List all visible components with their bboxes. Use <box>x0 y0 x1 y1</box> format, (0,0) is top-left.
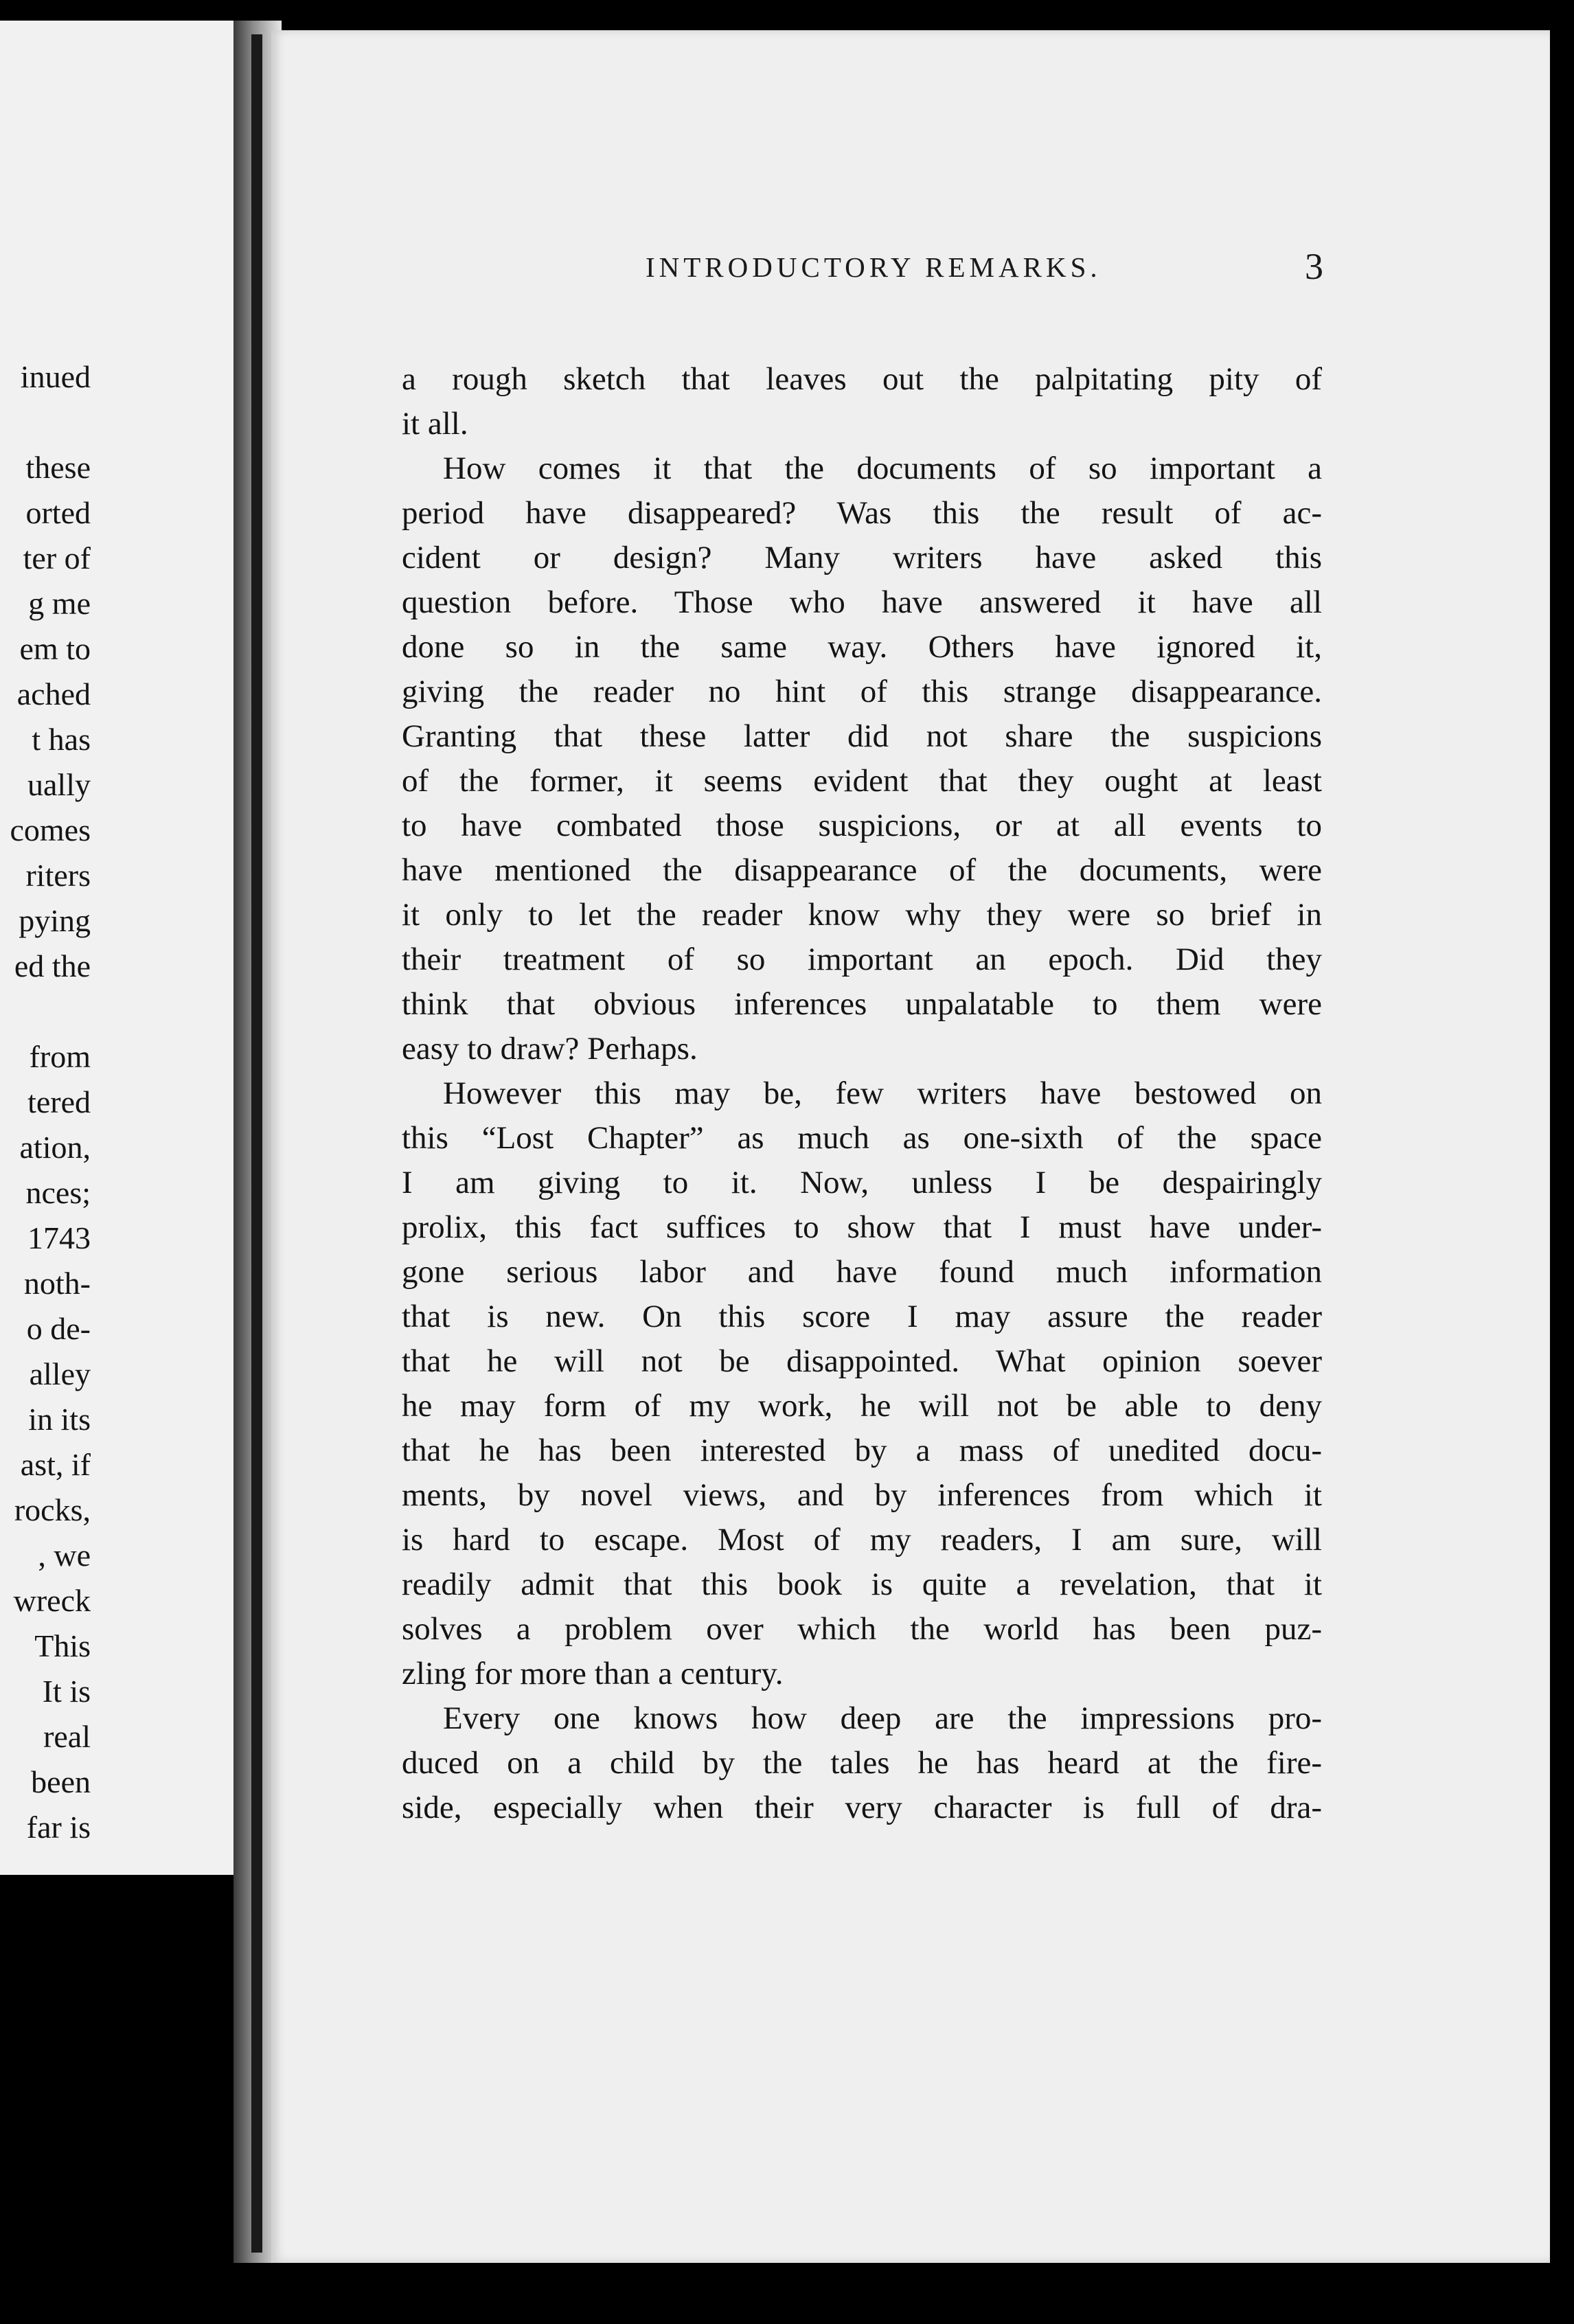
left-fragment-line: in its <box>28 1402 91 1437</box>
text-line: However this may be, few writers have bestowed on <box>443 1075 1322 1111</box>
left-fragment-line: It is <box>42 1674 91 1709</box>
text-line: think that obvious inferences unpalatable to them were <box>402 986 1322 1022</box>
left-fragment-line: t has <box>32 722 91 757</box>
text-line: to have combated those suspicions, or at all events to <box>402 808 1322 843</box>
text-line: have mentioned the disappearance of the documents, were <box>402 852 1322 888</box>
left-fragment-line: ast, if <box>20 1447 91 1482</box>
running-head-title: INTRODUCTORY REMARKS. <box>646 251 1102 283</box>
text-line: it all. <box>402 406 468 442</box>
left-fragment-line: comes <box>10 812 91 847</box>
left-fragment-line: nces; <box>25 1175 91 1210</box>
text-line: period have disappeared? Was this the result of ac- <box>402 495 1322 531</box>
left-fragment-line: riters <box>25 858 91 893</box>
text-line: Granting that these latter did not share the suspicions <box>402 718 1322 754</box>
text-line: of the former, it seems evident that they ought at least <box>402 763 1322 799</box>
left-fragment-line: ed the <box>14 948 91 983</box>
text-line: zling for more than a century. <box>402 1656 784 1691</box>
left-fragment-line: alley <box>29 1356 91 1391</box>
left-fragment-line: ually <box>27 767 91 802</box>
left-fragment-line: ter of <box>23 540 91 576</box>
text-line: that is new. On this score I may assure the reader <box>402 1299 1322 1334</box>
text-line: side, especially when their very character is full of dra- <box>402 1790 1322 1825</box>
binding-shadow <box>251 34 262 2253</box>
text-line: I am giving to it. Now, unless I be despairingly <box>402 1165 1322 1200</box>
left-page-text-fragments <box>0 354 91 1850</box>
text-line: duced on a child by the tales he has heard at the fire- <box>402 1745 1322 1781</box>
left-fragment-line: from <box>29 1039 91 1074</box>
left-fragment-line: pying <box>19 903 91 938</box>
left-fragment-line: noth- <box>23 1266 91 1301</box>
text-line: a rough sketch that leaves out the palpitating pity of <box>402 361 1322 397</box>
left-fragment-line: g me <box>28 586 91 621</box>
text-line: ments, by novel views, and by inferences from which it <box>402 1477 1322 1513</box>
text-line: question before. Those who have answered it have all <box>402 584 1322 620</box>
left-fragment-line: real <box>43 1719 91 1754</box>
left-fragment-line: these <box>25 450 91 485</box>
left-fragment-line: This <box>34 1628 91 1663</box>
text-line: this “Lost Chapter” as much as one-sixth of the space <box>402 1120 1322 1156</box>
left-fragment-line: em to <box>19 631 91 666</box>
left-fragment-line: inued <box>20 359 91 394</box>
left-fragment-line: ached <box>16 676 91 711</box>
text-line: that he will not be disappointed. What opinion soever <box>402 1343 1322 1379</box>
text-line: gone serious labor and have found much information <box>402 1254 1322 1290</box>
text-line: that he has been interested by a mass of unedited docu- <box>402 1433 1322 1468</box>
text-line: prolix, this fact suffices to show that I must have under- <box>402 1209 1322 1245</box>
left-fragment-line: o de- <box>26 1311 91 1346</box>
left-fragment-line: , we <box>38 1538 91 1573</box>
left-fragment-line: been <box>31 1764 91 1799</box>
left-fragment-line: far is <box>26 1810 91 1845</box>
left-fragment-line: 1743 <box>27 1220 91 1255</box>
text-line: done so in the same way. Others have ignored it, <box>402 629 1322 665</box>
left-fragment-line: rocks, <box>14 1492 91 1527</box>
page-number: 3 <box>1305 246 1323 287</box>
left-fragment-line: ation, <box>19 1130 91 1165</box>
left-fragment-line: wreck <box>13 1583 91 1618</box>
text-line: their treatment of so important an epoch. Did they <box>402 942 1322 977</box>
scan-border-bottom <box>0 2263 1574 2324</box>
body-text <box>402 357 1322 1830</box>
left-fragment-line: orted <box>25 495 91 530</box>
text-line: it only to let the reader know why they were so brief in <box>402 897 1322 933</box>
left-page <box>0 21 247 1875</box>
text-line: How comes it that the documents of so important a <box>443 451 1322 486</box>
left-fragment-line: tered <box>27 1084 91 1119</box>
text-line: solves a problem over which the world has been puz- <box>402 1611 1322 1647</box>
text-line: easy to draw? Perhaps. <box>402 1031 698 1067</box>
text-line: readily admit that this book is quite a revelation, that it <box>402 1567 1322 1602</box>
text-line: he may form of my work, he will not be able to deny <box>402 1388 1322 1424</box>
text-line: Every one knows how deep are the impressions pro- <box>443 1700 1322 1736</box>
left-fragment-line <box>0 989 91 1034</box>
left-fragment-line <box>0 400 91 445</box>
text-line: cident or design? Many writers have asked this <box>402 540 1322 576</box>
text-line: giving the reader no hint of this strange disappearance. <box>402 674 1322 709</box>
text-line: is hard to escape. Most of my readers, I am sure, will <box>402 1522 1322 1558</box>
